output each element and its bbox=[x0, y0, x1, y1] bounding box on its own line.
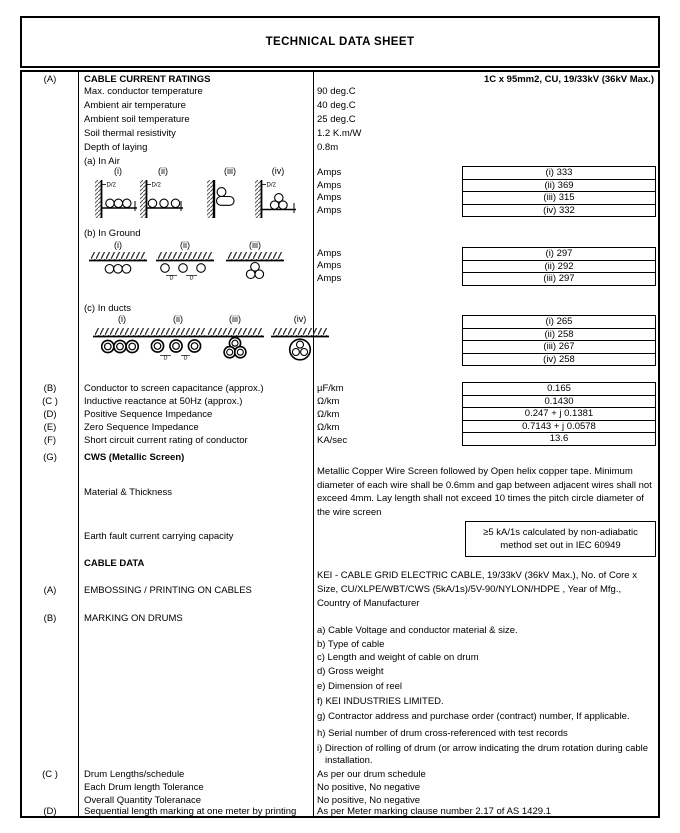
embossing-text: KEI - CABLE GRID ELECTRIC CABLE, 19/33kV (36kV Max.), No. of Core x Size, CU/XLPE/WBT/CWS (5kA/1s)/5V-90/NYLON/HDPE , Year of Mfg., Country of Manufacturer bbox=[317, 570, 637, 609]
in-ground-config-i-diagram bbox=[86, 251, 150, 291]
param-value: 0.8m bbox=[317, 142, 339, 153]
row-label: (E) bbox=[43, 422, 57, 433]
drum-row-value: As per our drum schedule bbox=[317, 769, 426, 780]
electrical-value-box: 13.6 bbox=[462, 432, 656, 446]
config-label: (iii) bbox=[249, 240, 261, 250]
electrical-name: Inductive reactance at 50Hz (approx.) bbox=[84, 396, 243, 407]
param-name: Soil thermal resistivity bbox=[84, 128, 176, 139]
marking-item: c) Length and weight of cable on drum bbox=[317, 652, 479, 663]
data-table bbox=[20, 70, 660, 818]
rating-value-box: (iii) 315 bbox=[462, 191, 656, 205]
in-ground-rating-boxes bbox=[462, 247, 656, 286]
rating-value-box: (i) 297 bbox=[462, 247, 656, 261]
in-air-config-iv-diagram bbox=[254, 176, 302, 222]
material-spec-text: Metallic Copper Wire Screen followed by Open helix copper tape. Minimum diameter of each wire shall be 0.6mm and gap between adjacent wires shall not exceed 4mm. Lay length shall not exceed 10 times the pitch circle diameter of the wire screen bbox=[317, 466, 652, 518]
column-divider-2 bbox=[313, 72, 314, 816]
electrical-value-box: 0.7143 + j 0.0578 bbox=[462, 420, 656, 434]
in-ground-config-iii-diagram bbox=[223, 251, 287, 291]
rating-value-box: (iii) 297 bbox=[462, 272, 656, 286]
drum-row-name: Overall Quantity Toleranace bbox=[84, 795, 202, 806]
row-label: (F) bbox=[43, 435, 57, 446]
electrical-unit: µF/km bbox=[317, 383, 344, 394]
drum-row-name: Each Drum length Tolerance bbox=[84, 782, 204, 793]
drum-row-value: No positive, No negative bbox=[317, 795, 420, 806]
marking-name: MARKING ON DRUMS bbox=[84, 613, 183, 624]
param-name: Ambient soil temperature bbox=[84, 114, 190, 125]
amps-unit-label: Amps bbox=[317, 192, 342, 203]
marking-item: d) Gross weight bbox=[317, 666, 384, 677]
title-box bbox=[20, 16, 660, 68]
svg-text:D/2: D/2 bbox=[106, 182, 116, 189]
svg-text:D: D bbox=[169, 275, 174, 282]
param-value: 25 deg.C bbox=[317, 114, 356, 125]
amps-unit-label: Amps bbox=[317, 205, 342, 216]
param-value: 40 deg.C bbox=[317, 100, 356, 111]
drum-row-value: As per Meter marking clause number 2.17 of AS 1429.1 bbox=[317, 806, 551, 817]
earth-fault-value-box: ≥5 kA/1s calculated by non-adiabatic method set out in IEC 60949 bbox=[465, 521, 656, 557]
svg-text:D: D bbox=[163, 355, 168, 362]
row-label: (A) bbox=[43, 74, 57, 85]
config-label: (ii) bbox=[158, 166, 168, 176]
in-ducts-config-ii-diagram bbox=[146, 327, 210, 373]
marking-item: b) Type of cable bbox=[317, 639, 385, 650]
rating-value-box: (iv) 258 bbox=[462, 353, 656, 367]
config-label: (iii) bbox=[224, 166, 236, 176]
param-name: Ambient air temperature bbox=[84, 100, 186, 111]
row-label: (G) bbox=[43, 452, 57, 463]
rating-value-box: (iii) 267 bbox=[462, 340, 656, 354]
electrical-name: Positive Sequence Impedance bbox=[84, 409, 213, 420]
in-ducts-heading: (c) In ducts bbox=[84, 303, 131, 314]
row-label: (B) bbox=[43, 383, 57, 394]
rating-value-box: (ii) 292 bbox=[462, 260, 656, 274]
in-ducts-config-iv-diagram bbox=[268, 327, 332, 373]
config-label: (i) bbox=[114, 240, 122, 250]
drum-row-value: No positive, No negative bbox=[317, 782, 420, 793]
marking-item: e) Dimension of reel bbox=[317, 681, 403, 692]
config-label: (ii) bbox=[180, 240, 190, 250]
electrical-value-box: 0.1430 bbox=[462, 395, 656, 409]
config-label: (i) bbox=[114, 166, 122, 176]
electrical-value-boxes bbox=[462, 382, 656, 446]
electrical-value-box: 0.165 bbox=[462, 382, 656, 396]
row-label: (B) bbox=[43, 613, 57, 624]
rating-value-box: (ii) 369 bbox=[462, 179, 656, 193]
in-air-rating-boxes bbox=[462, 166, 656, 217]
earth-fault-label: Earth fault current carrying capacity bbox=[84, 531, 234, 542]
config-label: (iv) bbox=[293, 314, 307, 324]
amps-unit-label: Amps bbox=[317, 248, 342, 259]
in-air-heading: (a) In Air bbox=[84, 156, 120, 167]
electrical-name: Short circuit current rating of conductor bbox=[84, 435, 248, 446]
marking-item: f) KEI INDUSTRIES LIMITED. bbox=[317, 696, 444, 707]
cws-heading: CWS (Metallic Screen) bbox=[84, 452, 185, 463]
row-label: (D) bbox=[43, 806, 57, 817]
electrical-name: Zero Sequence Impedance bbox=[84, 422, 199, 433]
marking-item: a) Cable Voltage and conductor material & size. bbox=[317, 625, 518, 636]
embossing-name: EMBOSSING / PRINTING ON CABLES bbox=[84, 585, 252, 596]
in-air-config-i-diagram bbox=[94, 176, 142, 222]
row-label: (A) bbox=[43, 585, 57, 596]
param-name: Max. conductor temperature bbox=[84, 86, 203, 97]
svg-text:D: D bbox=[189, 275, 194, 282]
in-ducts-rating-boxes bbox=[462, 315, 656, 366]
amps-unit-label: Amps bbox=[317, 180, 342, 191]
electrical-unit: Ω/km bbox=[317, 422, 340, 433]
column-divider-1 bbox=[78, 72, 79, 816]
row-label: (D) bbox=[43, 409, 57, 420]
rating-value-box: (i) 333 bbox=[462, 166, 656, 180]
electrical-value-box: 0.247 + j 0.1381 bbox=[462, 407, 656, 421]
electrical-name: Conductor to screen capacitance (approx.) bbox=[84, 383, 264, 394]
config-label: (iv) bbox=[271, 166, 285, 176]
rating-value-box: (iv) 332 bbox=[462, 204, 656, 218]
electrical-unit: Ω/km bbox=[317, 396, 340, 407]
drum-row-name: Drum Lengths/schedule bbox=[84, 769, 185, 780]
rating-value-box: (i) 265 bbox=[462, 315, 656, 329]
marking-item: h) Serial number of drum cross-referenced with test records bbox=[317, 728, 568, 739]
in-ducts-config-iii-diagram bbox=[203, 327, 267, 373]
row-label: (C ) bbox=[42, 396, 58, 407]
amps-unit-label: Amps bbox=[317, 167, 342, 178]
rating-value-box: (ii) 258 bbox=[462, 328, 656, 342]
marking-item: i) Direction of rolling of drum (or arrow indicating the drum rotation during cable installation. bbox=[317, 743, 649, 766]
param-value: 1.2 K.m/W bbox=[317, 128, 362, 139]
page-title: TECHNICAL DATA SHEET bbox=[265, 36, 415, 48]
param-value: 90 deg.C bbox=[317, 86, 356, 97]
in-ground-config-ii-diagram bbox=[153, 251, 217, 291]
config-label: (iii) bbox=[229, 314, 241, 324]
config-label: (ii) bbox=[173, 314, 183, 324]
in-ducts-config-i-diagram bbox=[90, 327, 154, 373]
amps-unit-label: Amps bbox=[317, 260, 342, 271]
electrical-unit: KA/sec bbox=[317, 435, 348, 446]
in-ground-heading: (b) In Ground bbox=[84, 228, 141, 239]
cable-spec: 1C x 95mm2, CU, 19/33kV (36kV Max.) bbox=[483, 74, 654, 85]
electrical-unit: Ω/km bbox=[317, 409, 340, 420]
amps-unit-label: Amps bbox=[317, 273, 342, 284]
cable-data-heading: CABLE DATA bbox=[84, 558, 145, 569]
in-air-config-ii-diagram bbox=[139, 176, 187, 222]
marking-item: g) Contractor address and purchase order (contract) number, If applicable. bbox=[317, 711, 630, 722]
drum-row-name: Sequential length marking at one meter by printing bbox=[84, 806, 297, 817]
param-name: Depth of laying bbox=[84, 142, 148, 153]
svg-text:D: D bbox=[183, 355, 188, 362]
config-label: (i) bbox=[118, 314, 126, 324]
section-heading: CABLE CURRENT RATINGS bbox=[84, 74, 211, 85]
svg-text:D/2: D/2 bbox=[151, 182, 161, 189]
material-thickness-label: Material & Thickness bbox=[84, 487, 172, 498]
in-air-config-iii-diagram bbox=[206, 176, 254, 222]
row-label: (C ) bbox=[42, 769, 58, 780]
svg-text:D/2: D/2 bbox=[266, 182, 276, 189]
